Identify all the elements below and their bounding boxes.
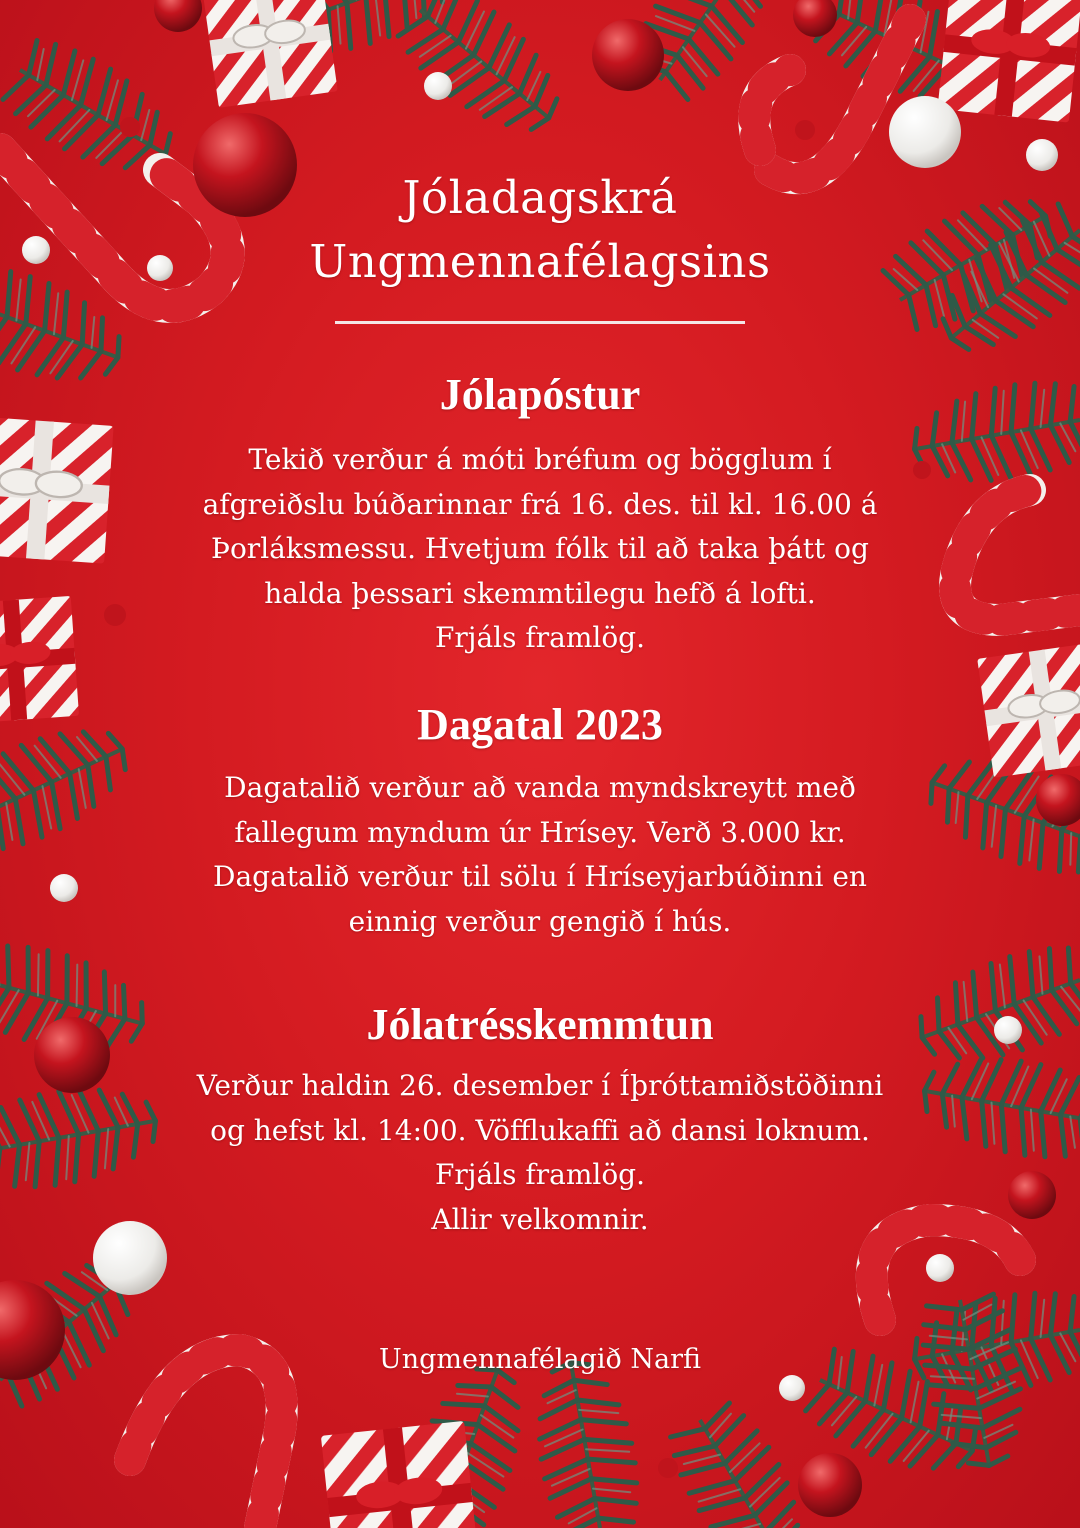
body-line: Dagatalið verður að vanda myndskreytt með <box>224 771 856 804</box>
section-heading-jolapostur: Jólapóstur <box>439 370 641 419</box>
title-underline <box>335 321 745 324</box>
body-line: Verður haldin 26. desember í Íþróttamiðstöðinni <box>196 1069 884 1102</box>
body-line: Frjáls framlög. <box>434 621 646 654</box>
body-line: fallegum myndum úr Hrísey. Verð 3.000 kr. <box>234 815 846 849</box>
body-line: Allir velkomnir. <box>431 1202 649 1236</box>
body-line: Þorláksmessu. Hvetjum fólk til að taka þátt og <box>211 532 869 565</box>
title-line-2: Ungmennafélagsins <box>309 235 771 288</box>
body-line: Frjáls framlög. <box>434 1158 646 1191</box>
body-line: halda þessari skemmtilegu hefð á lofti. <box>264 576 816 610</box>
body-line: afgreiðslu búðarinnar frá 16. des. til kl. 16.00 á <box>202 487 878 521</box>
body-line: og hefst kl. 14:00. Vöfflukaffi að dansi loknum. <box>210 1113 870 1147</box>
section-body-dagatal <box>0 766 1080 944</box>
section-heading-dagatal: Dagatal 2023 <box>417 700 663 749</box>
section-body-jolatresskemmtun <box>0 1064 1080 1242</box>
section-body-jolapostur <box>0 438 1080 661</box>
section-heading-jolatresskemmtun: Jólatrésskemmtun <box>366 1000 714 1049</box>
poster-title <box>0 166 1080 294</box>
body-line: Dagatalið verður til sölu í Hríseyjarbúðinni en <box>213 860 867 893</box>
organizer-signature: Ungmennafélagið Narfi <box>379 1344 701 1375</box>
title-line-1: Jóladagskrá <box>402 171 678 224</box>
body-line: einnig verður gengið í hús. <box>348 904 732 938</box>
body-line: Tekið verður á móti bréfum og bögglum í <box>248 443 832 476</box>
